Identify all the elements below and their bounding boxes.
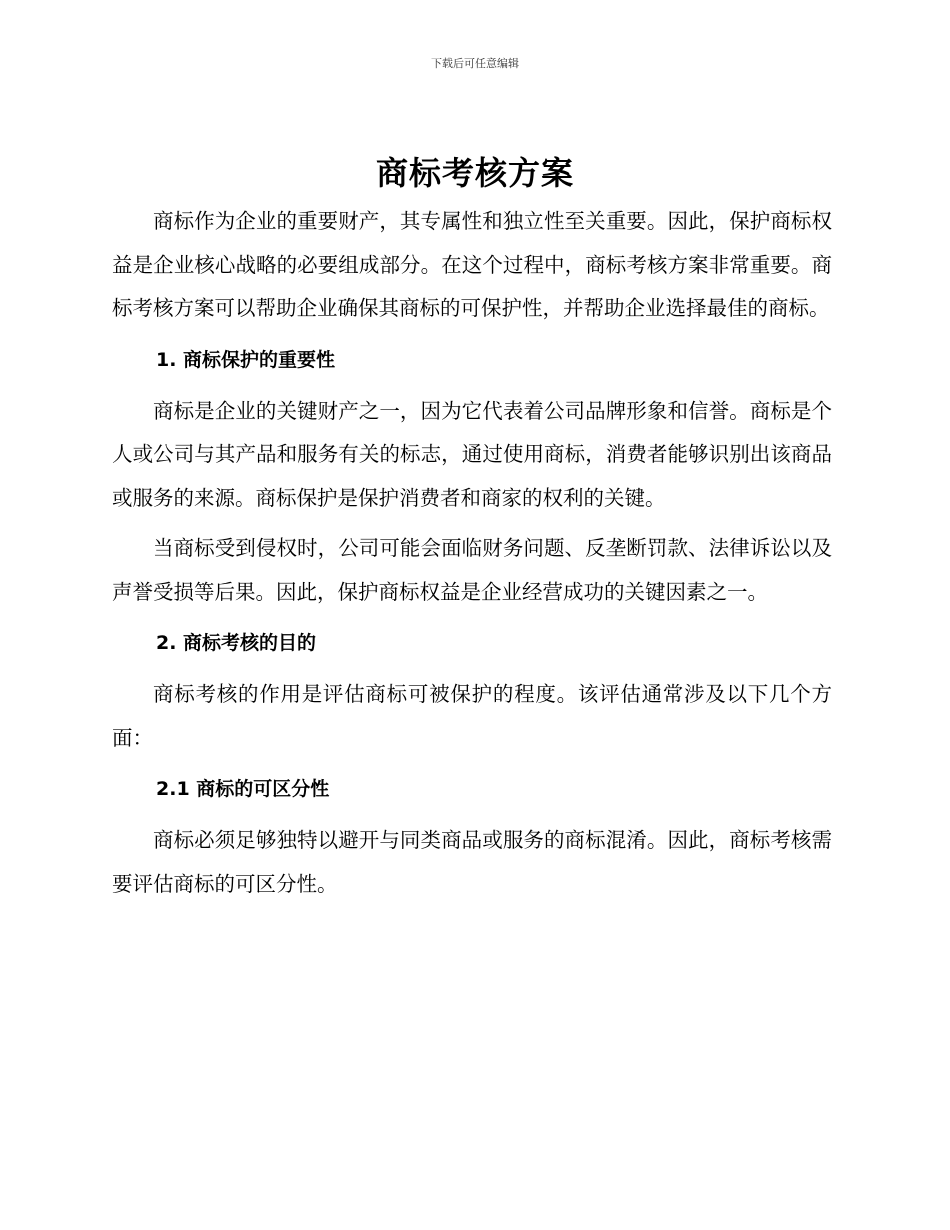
subsection-2-1-paragraph: 商标必须足够独特以避开与同类商品或服务的商标混淆。因此，商标考核需要评估商标的可区分性。 [112, 828, 832, 896]
section-2-paragraph-1: 商标考核的作用是评估商标可被保护的程度。该评估通常涉及以下几个方面： [112, 682, 832, 750]
intro-paragraph: 商标作为企业的重要财产，其专属性和独立性至关重要。因此，保护商标权益是企业核心战略的必要组成部分。在这个过程中，商标考核方案非常重要。商标考核方案可以帮助企业确保其商标的可保护性，并帮助企业选择最佳的商标。 [112, 209, 832, 320]
document-title: 商标考核方案 [375, 154, 574, 192]
section-heading-1: 1. 商标保护的重要性 [156, 348, 336, 371]
subsection-heading-2-1: 2.1 商标的可区分性 [156, 778, 330, 800]
section-1-paragraph-2: 当商标受到侵权时，公司可能会面临财务问题、反垄断罚款、法律诉讼以及声誉受损等后果。因此，保护商标权益是企业经营成功的关键因素之一。 [112, 536, 832, 604]
header-note: 下载后可任意编辑 [431, 57, 519, 70]
document-body [112, 200, 832, 913]
section-heading-2: 2. 商标考核的目的 [156, 632, 317, 654]
section-1-paragraph-1: 商标是企业的关键财产之一，因为它代表着公司品牌形象和信誉。商标是个人或公司与其产品和服务有关的标志，通过使用商标，消费者能够识别出该商品或服务的来源。商标保护是保护消费者和商家的权利的关键。 [112, 398, 832, 510]
